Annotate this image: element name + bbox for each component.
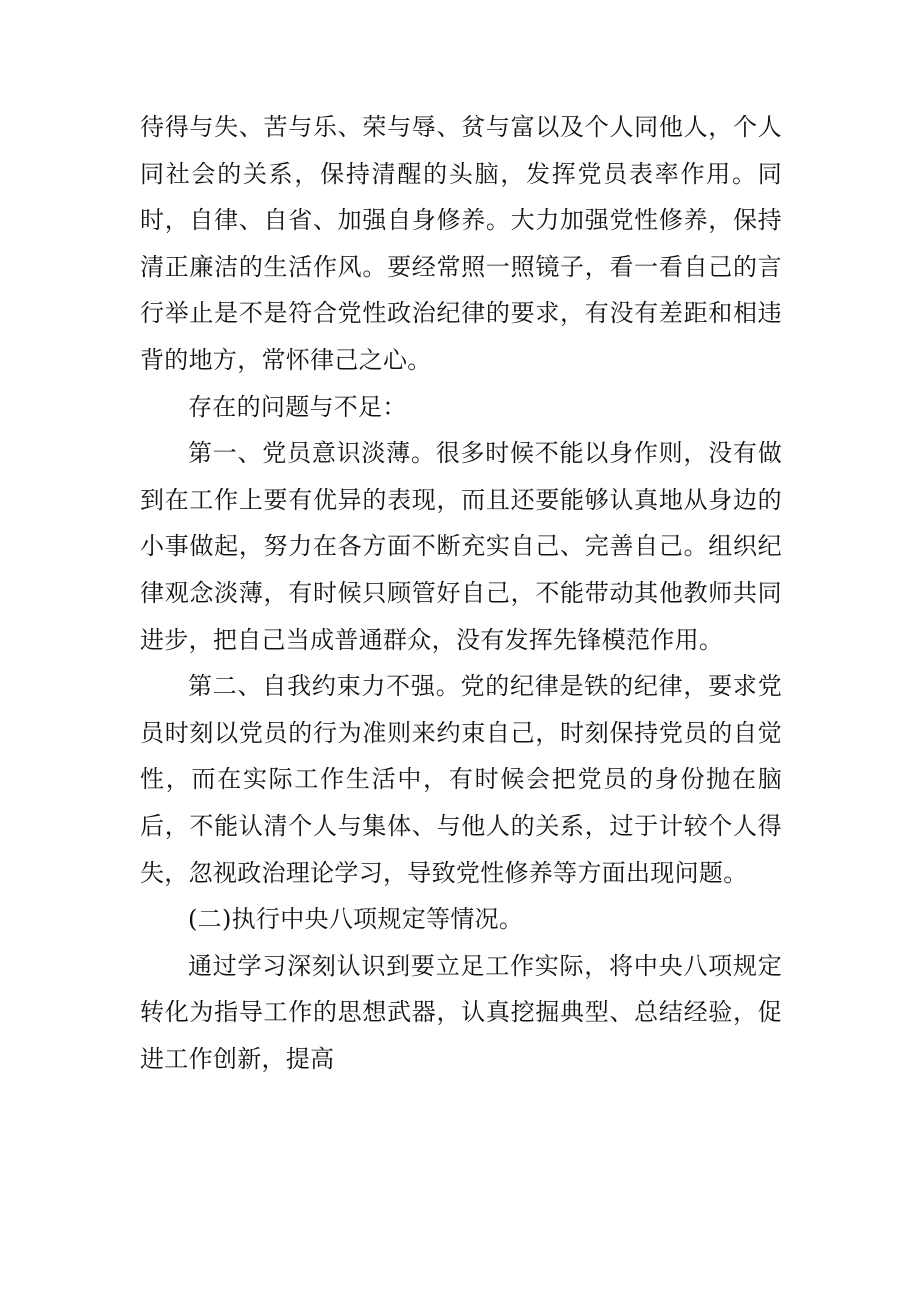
document-body	[140, 104, 782, 1082]
paragraph-continuation: 待得与失、苦与乐、荣与辱、贫与富以及个人同他人，个人同社会的关系，保持清醒的头脑，发挥党员表率作用。同时，自律、自省、加强自身修养。大力加强党性修养，保持清正廉洁的生活作风。要经常照一照镜子，看一看自己的言行举止是不是符合党性政治纪律的要求，有没有差距和相违背的地方，常怀律己之心。	[140, 113, 782, 374]
paragraph-first-problem: 第一、党员意识淡薄。很多时候不能以身作则，没有做到在工作上要有优异的表现，而且还要能够认真地从身边的小事做起，努力在各方面不断充实自己、完善自己。组织纪律观念淡薄，有时候只顾管好自己，不能带动其他教师共同进步，把自己当成普通群众，没有发挥先锋模范作用。	[140, 439, 782, 654]
paragraph-second-problem: 第二、自我约束力不强。党的纪律是铁的纪律，要求党员时刻以党员的行为准则来约束自己，时刻保持党员的自觉性，而在实际工作生活中，有时候会把党员的身份抛在脑后，不能认清个人与集体、与他人的关系，过于计较个人得失，忽视政治理论学习，导致党性修养等方面出现问题。	[140, 672, 782, 887]
paragraph-eight-rules: 通过学习深刻认识到要立足工作实际，将中央八项规定转化为指导工作的思想武器，认真挖掘典型、总结经验，促进工作创新，提高	[140, 951, 782, 1073]
paragraph-section-heading: (二)执行中央八项规定等情况。	[188, 905, 524, 934]
paragraph-problems-heading: 存在的问题与不足：	[188, 392, 407, 421]
